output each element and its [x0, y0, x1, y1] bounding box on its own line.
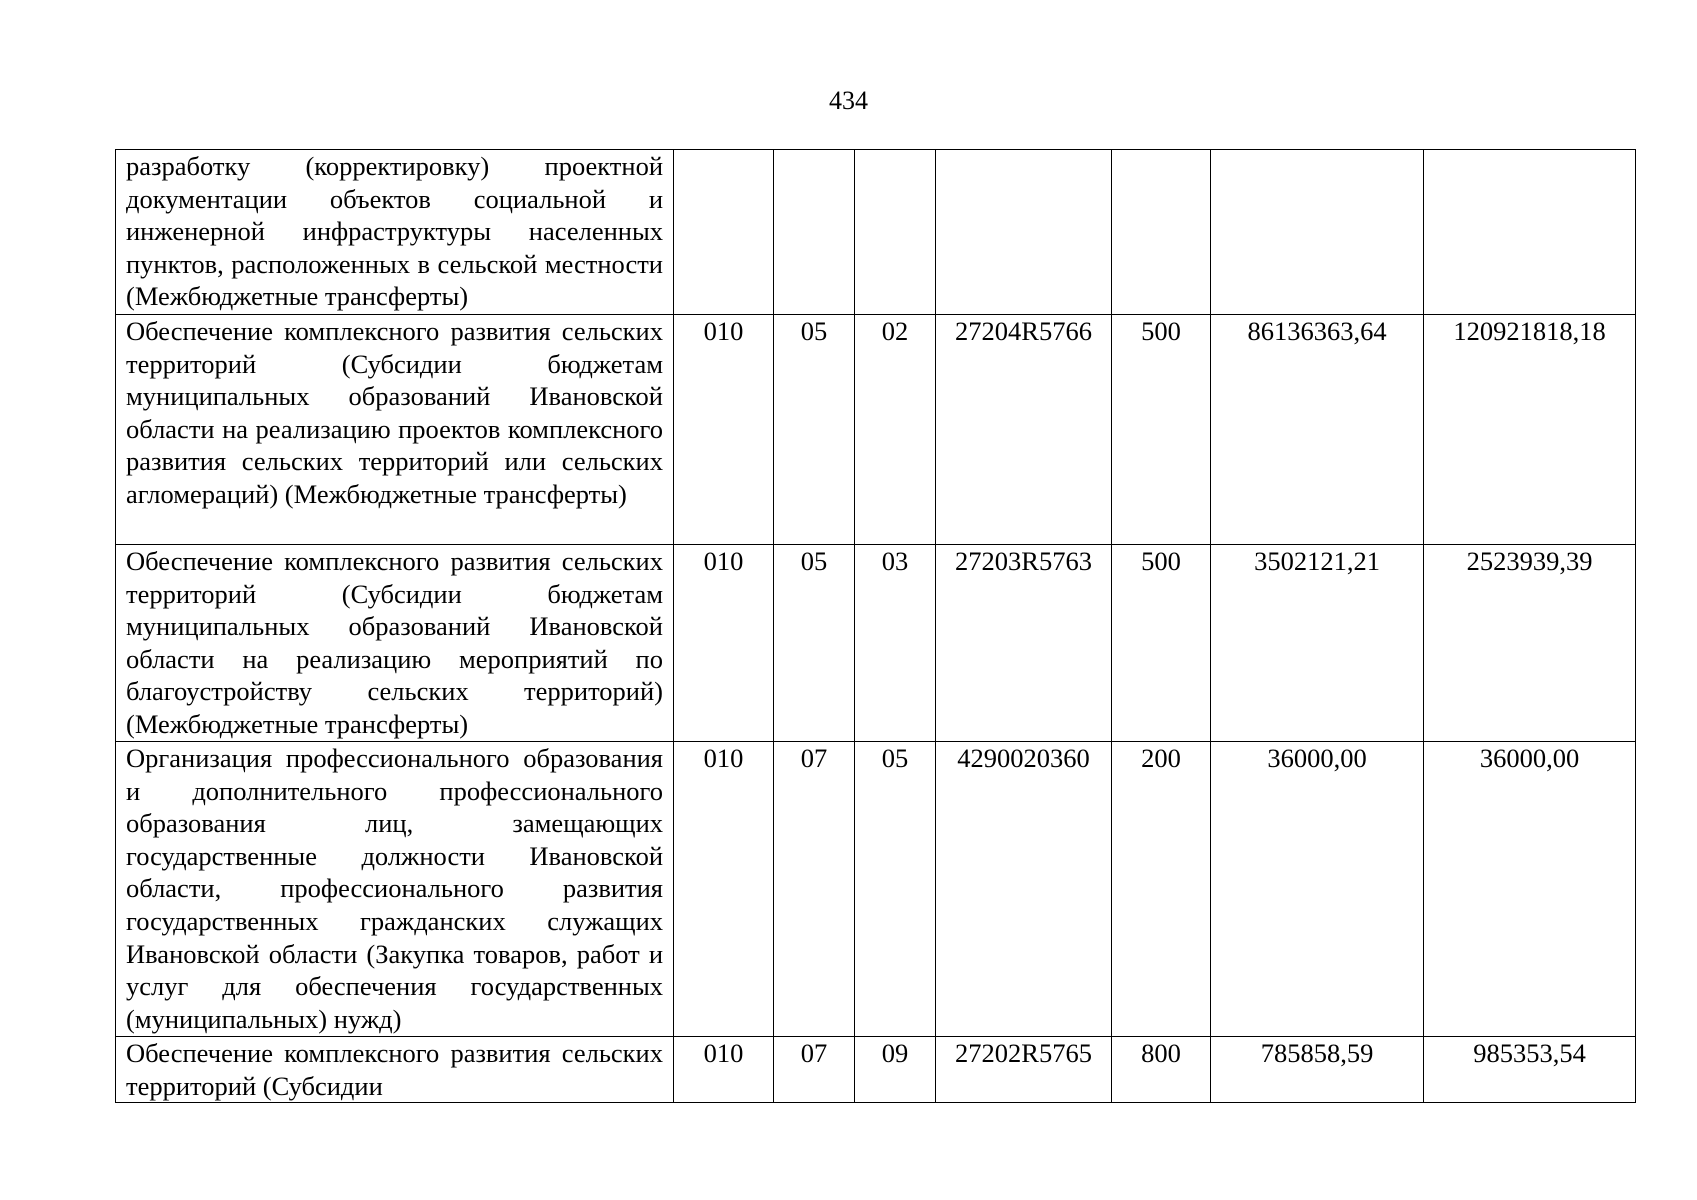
row-description: Организация профессионального образования и дополнительного профессионального образования лиц, замещающих государственные должности Ивановской области, профессионального развития государственных гражданских служащих Ивановской области (Закупка товаров, работ и услуг для обеспечения государственных (муниципальных) нужд) [116, 742, 674, 1037]
row-expense-type: 800 [1112, 1037, 1211, 1103]
row-section [774, 150, 855, 315]
row-amount-1: 785858,59 [1211, 1037, 1424, 1103]
page-number: 434 [829, 86, 868, 115]
row-subsection: 02 [855, 315, 936, 545]
row-section: 07 [774, 742, 855, 1037]
row-description: Обеспечение комплексного развития сельских территорий (Субсидии бюджетам муниципальных образований Ивановской области на реализацию мероприятий по благоустройству сельских территорий) (Межбюджетные трансферты) [116, 545, 674, 742]
row-section: 05 [774, 315, 855, 545]
table-row [116, 545, 1636, 742]
row-subsection: 03 [855, 545, 936, 742]
row-amount-2: 2523939,39 [1424, 545, 1636, 742]
row-code: 010 [674, 545, 774, 742]
row-expense-type [1112, 150, 1211, 315]
row-target-article: 27203R5763 [936, 545, 1112, 742]
row-target-article: 27202R5765 [936, 1037, 1112, 1103]
row-expense-type: 500 [1112, 315, 1211, 545]
row-subsection: 05 [855, 742, 936, 1037]
row-target-article [936, 150, 1112, 315]
row-code: 010 [674, 742, 774, 1037]
row-amount-1: 3502121,21 [1211, 545, 1424, 742]
row-code: 010 [674, 1037, 774, 1103]
table-row [116, 742, 1636, 1037]
row-expense-type: 500 [1112, 545, 1211, 742]
table-row [116, 315, 1636, 545]
row-amount-2: 120921818,18 [1424, 315, 1636, 545]
row-section: 07 [774, 1037, 855, 1103]
row-subsection [855, 150, 936, 315]
row-target-article: 4290020360 [936, 742, 1112, 1037]
row-description: Обеспечение комплексного развития сельских территорий (Субсидии [116, 1037, 674, 1103]
row-subsection: 09 [855, 1037, 936, 1103]
row-description: Обеспечение комплексного развития сельских территорий (Субсидии бюджетам муниципальных образований Ивановской области на реализацию проектов комплексного развития сельских территорий или сельских агломераций) (Межбюджетные трансферты) [116, 315, 674, 545]
table-row [116, 150, 1636, 315]
row-target-article: 27204R5766 [936, 315, 1112, 545]
row-amount-2: 985353,54 [1424, 1037, 1636, 1103]
row-amount-1: 36000,00 [1211, 742, 1424, 1037]
row-amount-2: 36000,00 [1424, 742, 1636, 1037]
row-description: разработку (корректировку) проектной документации объектов социальной и инженерной инфраструктуры населенных пунктов, расположенных в сельской местности (Межбюджетные трансферты) [116, 150, 674, 315]
row-amount-1: 86136363,64 [1211, 315, 1424, 545]
row-code [674, 150, 774, 315]
row-code: 010 [674, 315, 774, 545]
row-amount-1 [1211, 150, 1424, 315]
row-section: 05 [774, 545, 855, 742]
row-expense-type: 200 [1112, 742, 1211, 1037]
table-row [116, 1037, 1636, 1103]
row-amount-2 [1424, 150, 1636, 315]
budget-table [115, 149, 1636, 1103]
